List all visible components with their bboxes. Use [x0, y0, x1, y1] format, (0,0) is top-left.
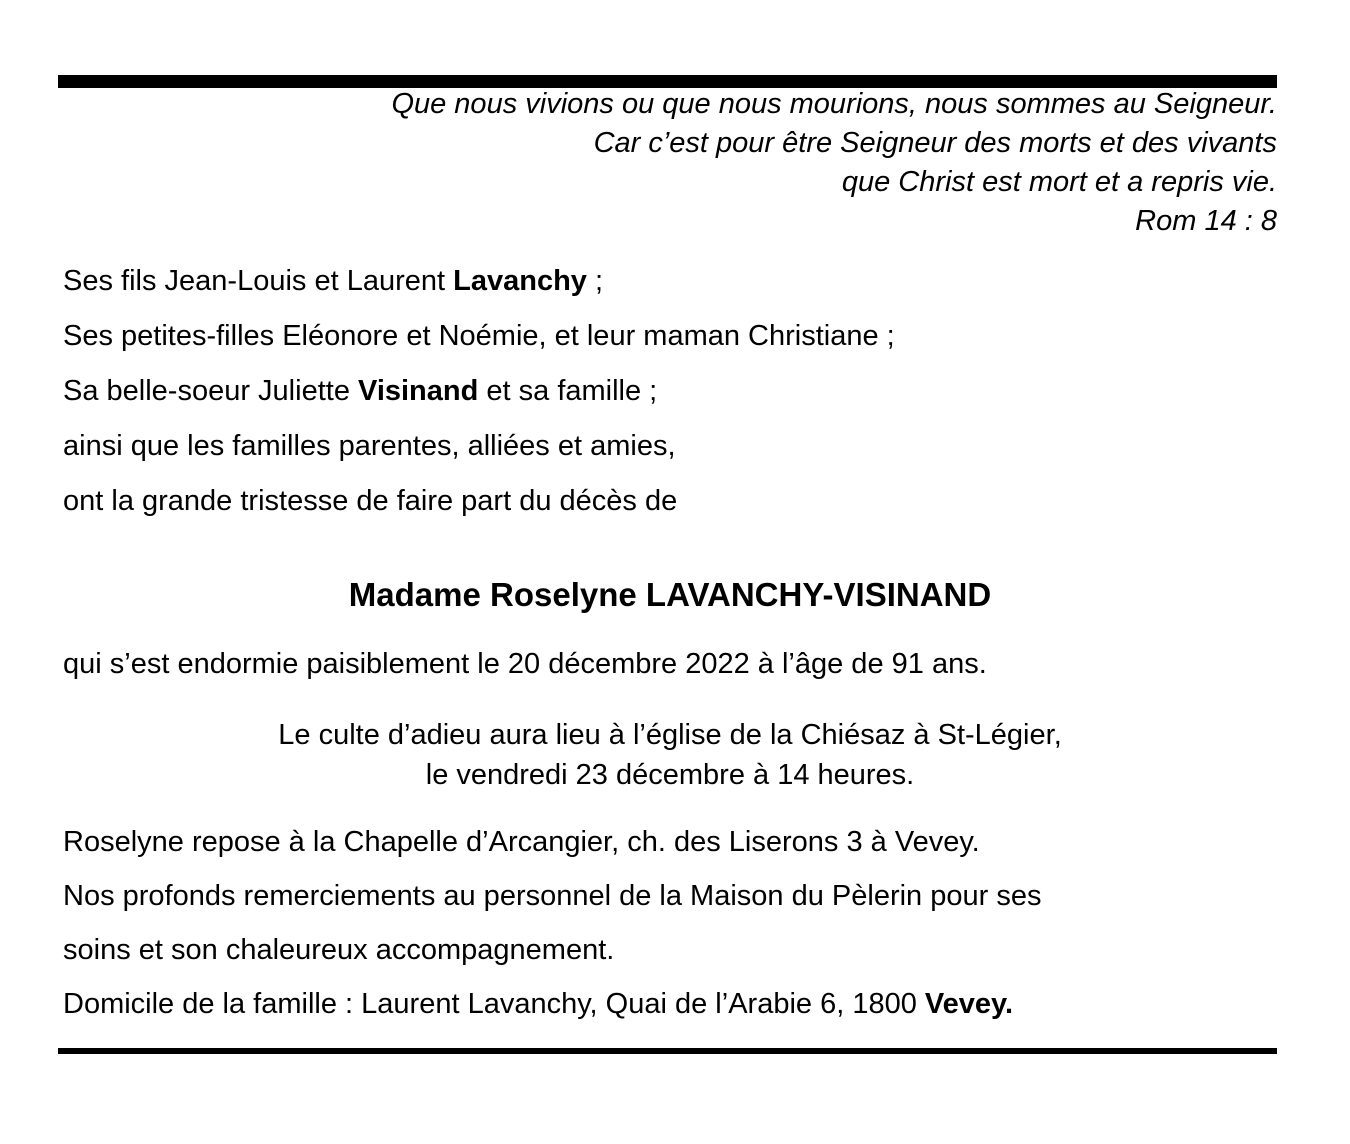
surname-visinand: Visinand	[358, 375, 479, 407]
scripture-epigraph	[63, 85, 1277, 241]
thanks-line-2: soins et son chaleureux accompagnement.	[63, 934, 615, 966]
family-line-sons	[63, 254, 1277, 309]
family-line-granddaughters: Ses petites-filles Eléonore et Noémie, et leur maman Christiane ;	[63, 320, 895, 352]
repose-line: Roselyne repose à la Chapelle d’Arcangier, ch. des Liserons 3 à Vevey.	[63, 826, 980, 858]
domicile-city: Vevey.	[924, 988, 1014, 1020]
epigraph-line: Que nous vivions ou que nous mourions, nous sommes au Seigneur.	[391, 88, 1277, 120]
family-line-sister-in-law	[63, 364, 1277, 419]
death-date-line: qui s’est endormie paisiblement le 20 décembre 2022 à l’âge de 91 ans.	[63, 648, 987, 680]
epigraph-line: Car c’est pour être Seigneur des morts et des vivants	[593, 127, 1277, 159]
thanks-line-1: Nos profonds remerciements au personnel de la Maison du Pèlerin pour ses	[63, 880, 1042, 912]
family-line-announcement: ont la grande tristesse de faire part du décès de	[63, 485, 678, 517]
ceremony-location-line: Le culte d’adieu aura lieu à l’église de la Chiésaz à St-Légier,	[278, 719, 1062, 751]
family-line-sons-text: Ses fils Jean-Louis et Laurent	[63, 265, 454, 297]
bottom-rule	[58, 1048, 1277, 1054]
family-line-sister-punct: et sa famille ;	[478, 375, 658, 407]
family-line-sons-punct: ;	[586, 265, 604, 297]
domicile-line	[63, 977, 1277, 1031]
domicile-line-text: Domicile de la famille : Laurent Lavanchy, Quai de l’Arabie 6, 1800	[63, 988, 925, 1020]
epigraph-reference: Rom 14 : 8	[1135, 205, 1277, 237]
surname-lavanchy: Lavanchy	[453, 265, 587, 297]
epigraph-line: que Christ est mort et a repris vie.	[841, 166, 1277, 198]
family-line-relatives: ainsi que les familles parentes, alliées et amies,	[63, 430, 676, 462]
family-announcement-block	[63, 254, 1277, 529]
ceremony-block	[63, 715, 1277, 795]
family-line-sister-text: Sa belle-soeur Juliette	[63, 375, 358, 407]
closing-block	[63, 815, 1277, 1031]
deceased-name-title: Madame Roselyne LAVANCHY-VISINAND	[348, 576, 992, 613]
ceremony-datetime-line: le vendredi 23 décembre à 14 heures.	[425, 759, 915, 791]
